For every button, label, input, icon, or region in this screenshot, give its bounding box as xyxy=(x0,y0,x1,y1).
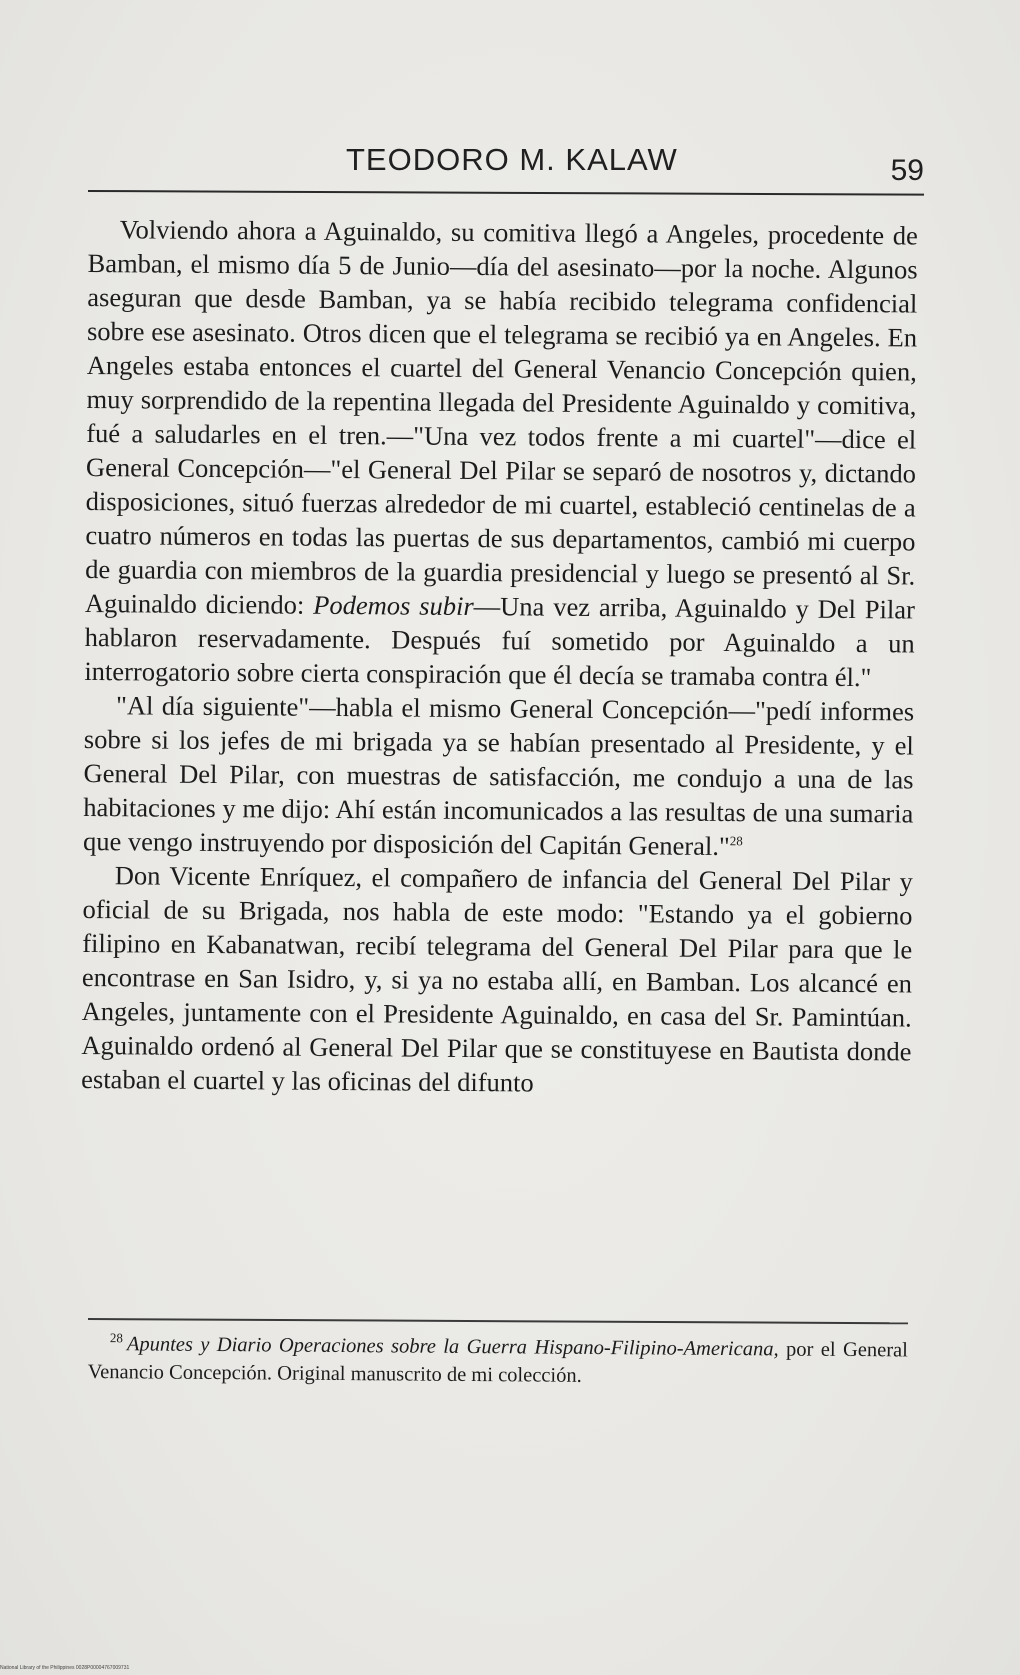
footnote-mark: 28 xyxy=(109,1330,123,1346)
footnote-text xyxy=(88,1330,908,1392)
paragraph xyxy=(84,212,918,695)
italic-text: Podemos subir xyxy=(313,589,474,622)
paragraph xyxy=(83,688,914,865)
header-rule xyxy=(88,190,924,196)
footnote-reference: 28 xyxy=(729,833,743,849)
footnote xyxy=(88,1330,908,1392)
text-run: —Una vez arriba, Aguinaldo y Del Pilar hablaron reservadamente. Después fuí sometido por Aguinaldo a un interrogatorio sobre cierta conspiración que él decía se tramaba contra él." xyxy=(84,591,916,693)
text-run: Volviendo ahora a Aguinaldo, su comitiva llegó a Angeles, procedente de Bamban, el mismo día 5 de Junio—día del asesinato—por la noche. Algunos aseguran que desde Bamban, ya se había recibido telegrama confidencial sobre ese asesinato. Otros dicen que el telegrama se recibió ya en Angeles. En Angeles estaba entonces el cuartel del General Venancio Concepción quien, muy sorprendido de la repentina llegada del Presidente Aguinaldo y comitiva, fué a saludarles en el tren.—"Una vez todos frente a mi cuartel"—dice el General Concepción—"el General Del Pilar se separó de nosotros y, dictando disposiciones, situó fuerzas alrededor de mi cuartel, estableció centinelas de a cuatro números en todas las puertas de sus departamentos, cambió mi cuerpo de guardia con miembros de la guardia presidencial y luego se presentó al Sr. Aguinaldo diciendo: xyxy=(84,214,918,620)
library-source-line: National Library of the Philippines 0028P00004767009731 xyxy=(0,1665,130,1671)
text-run: "Al día siguiente"—habla el mismo General Concepción—"pedí informes sobre si los jefes de mi brigada ya se habían presentado al Presidente, y el General Del Pilar, con muestras de satisfacción, me condujo a una de las habitaciones y me dijo: Ahí están incomunicados a las resultas de una sumaria que vengo instruyendo por disposición del Capitán General." xyxy=(82,690,915,862)
body-text xyxy=(81,212,918,1102)
paragraph xyxy=(81,858,913,1103)
page-number: 59 xyxy=(890,154,924,187)
page-header xyxy=(88,138,924,188)
italic-text: Apuntes y Diario Operaciones sobre la Guerra Hispano-Filipino-Americana, xyxy=(126,1333,779,1361)
footnote-body xyxy=(88,1333,908,1387)
text-run: por el General Venancio Concepción. Original manuscrito de mi colección. xyxy=(87,1338,908,1387)
text-run: Don Vicente Enríquez, el compañero de infancia del General Del Pilar y oficial de su Brigada, nos habla de este modo: "Estando ya el gobierno filipino en Kabanatwan, recibí telegrama del General Del Pilar para que le encontrase en San Isidro, y, si ya no estaba allí, en Bamban. Los alcancé en Angeles, juntamente con el Presidente Aguinaldo, en casa del Sr. Pamintúan. Aguinaldo ordenó al General Del Pilar que se constituyese en Bautista donde estaban el cuartel y las oficinas del difunto xyxy=(81,860,913,1098)
running-title: TEODORO M. KALAW xyxy=(346,142,678,177)
footnote-rule xyxy=(88,1318,908,1324)
